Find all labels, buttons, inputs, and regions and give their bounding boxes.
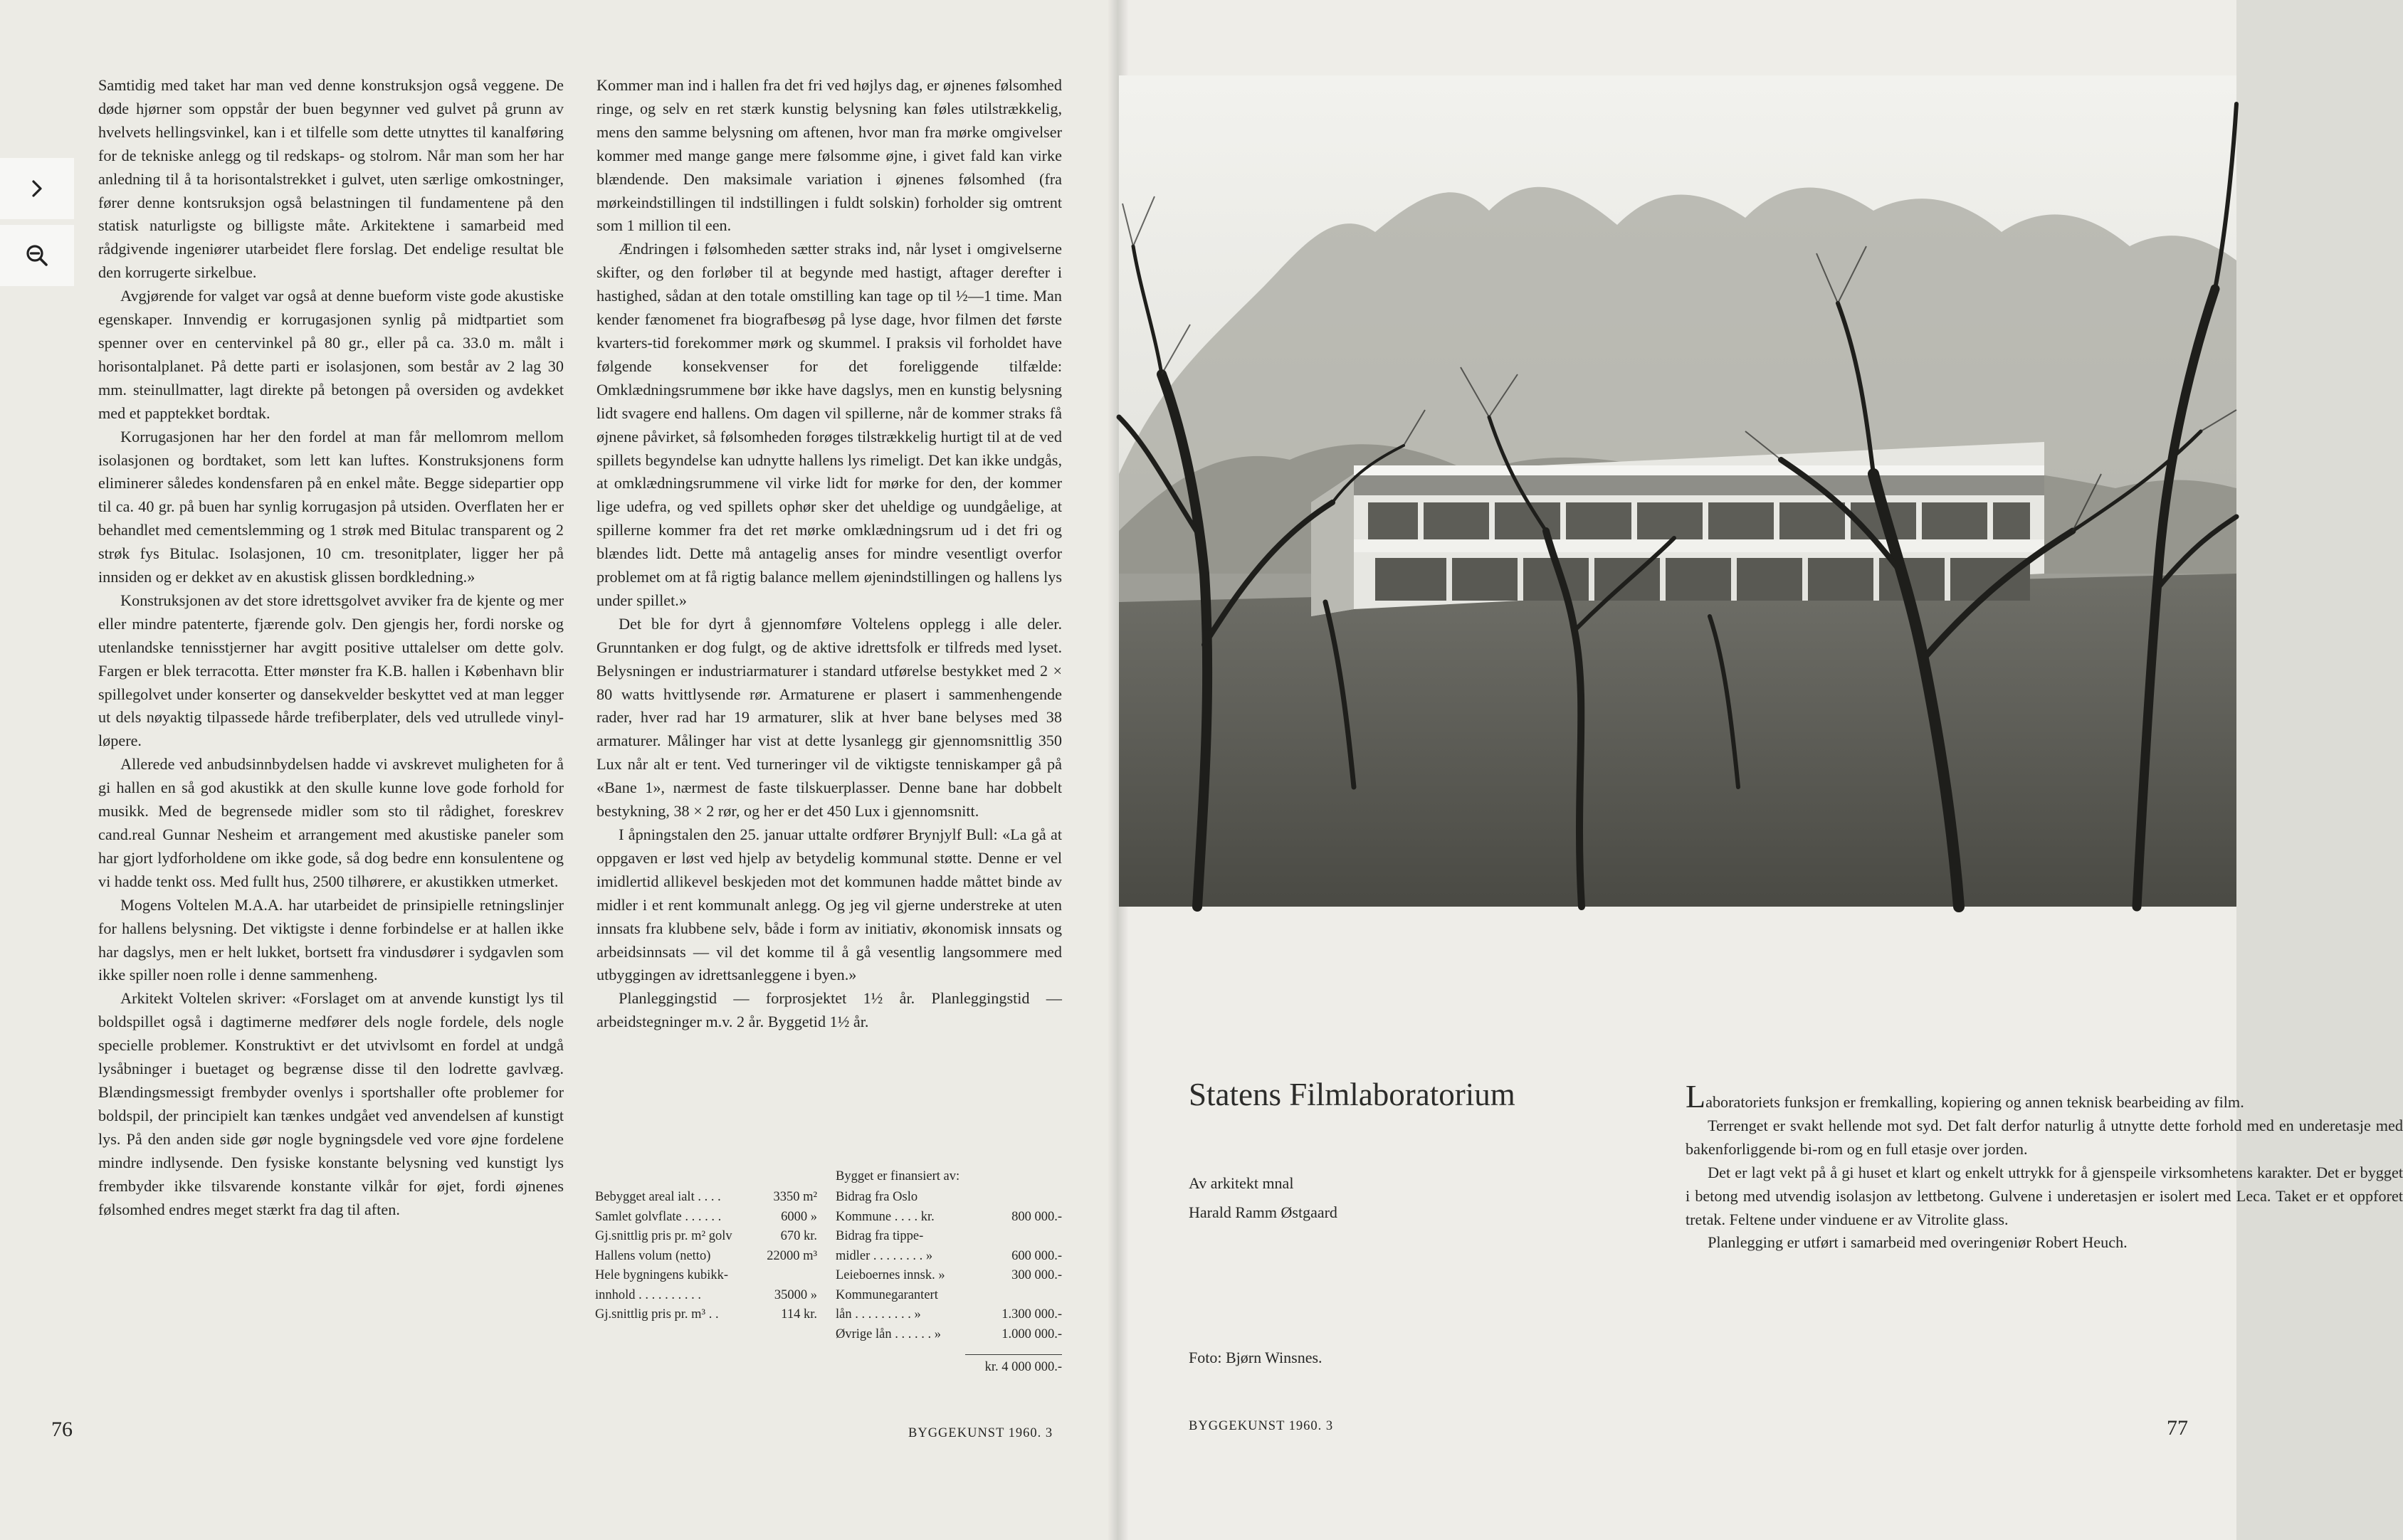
paragraph: I åpningstalen den 25. januar uttalte ordfører Brynjylf Bull: «La gå at oppgaven er løst ved hjelp av betydelig kommunal støtte. Denne er vel imidlertid allikevel beskjeden mot det kommunen hadde måttet binde av midler i et rent kommunalt anlegg. Og jeg vil gjerne understreke at uten innsats fra klubbene selv, både i form av initiativ, økonomisk innsats og arbeidsinnsats — vil det komme til å gå vesentlig langsommere med utbyggingen av idrettsanleggene i byen.»	[596, 826, 1062, 984]
paragraph: Planlegging er utført i samarbeid med overingeniør Robert Heuch.	[1708, 1233, 2128, 1252]
byline-line-2: Harald Ramm Østgaard	[1189, 1203, 1337, 1221]
next-page-button[interactable]	[0, 158, 74, 219]
facts-left-value: 3350 m²	[773, 1190, 817, 1204]
byline	[1189, 1169, 1337, 1227]
facts-rows	[595, 1188, 1062, 1344]
left-column-1	[98, 74, 564, 1221]
facts-row	[595, 1208, 1062, 1228]
facts-left-label: Bebygget areal ialt . . . .	[595, 1190, 721, 1204]
financing-total: kr. 4 000 000.-	[984, 1360, 1062, 1374]
facts-row	[595, 1266, 1062, 1286]
article-title: Statens Filmlaboratorium	[1189, 1077, 1515, 1112]
paragraph: Samtidig med taket har man ved denne konstruksjon også veggene. De døde hjørner som oppstår der buen begynner ved gulvet på grunn av hvelvets hellingsvinkel, kan i et tilfelle som dette utnyttes til kanalføring for de tekniske anlegg og til redskaps- og stolrom. Når man som her har anledning til å ta horisontalstrekket i gulvet, uten særlige omkostninger, fører denne kontsruksjon også belastningen til fundamentene på den statisk naturligste og billigste måte. Arkitektene i samarbeid med rådgivende ingeniører utarbeidet flere forslag. Det endelige resultat ble den korrugerte sirkelbue.	[98, 76, 564, 282]
paragraph: Konstruksjonen av det store idrettsgolvet avviker fra de kjente og mer eller mindre patenterte, fjærende golv. Den gjengis her, fordi norske og utenlandske tennisstjerner har avgitt positive uttalelser om dette golv. Fargen er blek terracotta. Etter mønster fra K.B. hallen i København blir spillegolvet under konserter og dansekvelder beskyttet ved at man legger ut dels nøyaktig tilpassede hårde trefiberplater, dels ved utrullede vinyl-løpere.	[98, 591, 564, 750]
facts-left-label: Gj.snittlig pris pr. m³ . .	[595, 1307, 719, 1322]
paragraph-first-text: aboratoriets funksjon er fremkalling, kopiering og annen teknisk bearbeiding av film.	[1705, 1093, 2244, 1111]
facts-right-label: Leieboernes innsk. »	[836, 1268, 945, 1282]
running-footer-left: BYGGEKUNST 1960. 3	[908, 1426, 1053, 1440]
page-number-left: 76	[51, 1418, 73, 1441]
paragraph: Ændringen i følsomheden sætter straks ind, når lyset i omgivelserne skifter, og den forløber til at begynde med hastigt, aftager derefter i hastighed, sådan at den totale omstilling kan tage op til ½—1 time. Man kender fænomenet fra biografbesøg på lyse dage, hvor filmen det første kvarters-tid forekommer mørk og skummel. I praksis vil forholdet have følgende konsekvenser for det foreliggende tilfælde: Omklædningsrummene bør ikke have dagslys, men en kunstig belysning lidt svagere end hallens. Om dagen vil spillerne, når de kommer straks få øjnene påvirket, så følsomheden forøges tilstrækkelig hurtigt til at de ved spillets begyndelse kan udnytte hallens lys rimeligt. Det kan ikke undgås, at omklædningsrummene vil virke lidt for mørke for den, der kommer lige udefra, og ved spillets ophør sker det uheldige og uundgåelige, at spillerne kommer fra det ret mørke omklædningsrum ud i det fri og blændes lidt. Dette må antagelig anses for mindre vesentligt overfor problemet om at få rigtig balance mellem øjenindstillingen og hallens lys under spillet.»	[596, 240, 1062, 609]
facts-row	[595, 1227, 1062, 1247]
byline-line-1: Av arkitekt mnal	[1189, 1174, 1294, 1192]
paragraph	[1686, 1078, 2403, 1114]
facts-row	[595, 1286, 1062, 1306]
paragraph: Terrenget er svakt hellende mot syd. Det falt derfor naturlig å utnytte dette forhold med en underetasje med bakenforliggende bi-rom og en full etasje over jorden.	[1686, 1116, 2403, 1158]
facts-right-label: midler . . . . . . . . »	[836, 1248, 933, 1263]
paragraph: Kommer man ind i hallen fra det fri ved højlys dag, er øjnenes følsomhed ringe, og selv en ret stærk kunstig belysning kan føles utilstrækkelig, mens den samme belysning om aftenen, hvor man fra mørke omgivelser kommer med mange gange mere følsomme øjne, i givet fald kan virke blændende. Den maksimale variation i øjnenes følsomhed (fra mørkeindstillingen til indstillingen i fuldt solskin) forholder sig omtrent som 1 million til een.	[596, 76, 1062, 235]
building-drawing	[1311, 442, 2044, 616]
facts-left-label: Gj.snittlig pris pr. m² golv	[595, 1229, 732, 1243]
zoom-out-button[interactable]	[0, 225, 74, 286]
facts-right-value: 1.300 000.-	[1001, 1307, 1062, 1322]
facts-left-label: innhold . . . . . . . . . .	[595, 1287, 702, 1302]
facts-left-value: 35000 »	[774, 1287, 817, 1302]
facts-right-value: 1.000 000.-	[1001, 1327, 1062, 1341]
facts-right-label: Kommune . . . . kr.	[836, 1209, 935, 1224]
facts-left-label: Hele bygningens kubikk-	[595, 1268, 729, 1282]
facts-right-label: Kommunegarantert	[836, 1287, 938, 1302]
right-column	[1686, 1078, 2403, 1255]
left-column-2	[596, 74, 1062, 1034]
facts-left-value: 670 kr.	[780, 1229, 817, 1243]
facts-right-value: 800 000.-	[1011, 1209, 1062, 1224]
paragraph: Det er lagt vekt på å gi huset et klart og enkelt uttrykk for å gjenspeile virksomhetens karakter. Det er bygget i betong med utvendig isolasjon av lettbetong. Gulvene i underetasjen er isolert med Leca. Taket er et oppforet tretak. Feltene under vinduene er av Vitrolite glass.	[1686, 1163, 2403, 1228]
chevron-right-icon	[23, 174, 51, 203]
facts-left-label: Hallens volum (netto)	[595, 1248, 711, 1263]
facts-right-label: Bidrag fra tippe-	[836, 1229, 924, 1243]
facts-row	[595, 1305, 1062, 1325]
facts-left-value: 114 kr.	[781, 1307, 817, 1322]
facts-row	[595, 1325, 1062, 1345]
facts-left-value: 6000 »	[781, 1209, 817, 1224]
facts-left-label: Samlet golvflate . . . . . .	[595, 1209, 722, 1224]
facts-right-label: lån . . . . . . . . . »	[836, 1307, 921, 1322]
paragraph: Mogens Voltelen M.A.A. har utarbeidet de prinsipielle retningslinjer for hallens belysning. Det viktigste i denne forbindelse er at hallen ikke har dagslys, men er helt lukket, bortsett fra vindusdører i sydgavlen som ikke spiller noen rolle i denne sammenheng.	[98, 895, 564, 984]
drop-cap: L	[1686, 1078, 1706, 1114]
paragraph: Korrugasjonen har her den fordel at man får mellomrom mellom isolasjonen og bordtaket, som lett kan luftes. Konstruksjonens form eliminerer således kondensfaren på en enkel måte. Begge sidepartier opp til ca. 40 gr. på buen har synlig korrugasjon på utsiden. Overflaten her er behandlet med cementslemming og 1 strøk med Bitulac transparent og 2 strøk fys Bitulac. Isolasjonen, 10 cm. tresonitplater, ligger her på innsiden og er dekket av en akustisk glissen bordkledning.»	[98, 427, 564, 586]
facts-right-label: Øvrige lån . . . . . . »	[836, 1327, 941, 1341]
facts-right-value: 600 000.-	[1011, 1248, 1062, 1263]
paragraph: Avgjørende for valget var også at denne bueform viste gode akustiske egenskaper. Innvendig er korrugasjonen synlig på midtpartiet som spenner over en centervinkel på 80 gr., eller på ca. 33.0 m. målt i horisontalplanet. På dette parti er isolasjonen, som består av 2 lag 30 mm. steinullmatter, lagt direkte på betongen på oversiden og avdekket med et papptekket bordtak.	[98, 287, 564, 422]
building-photo	[1119, 75, 2236, 907]
facts-right-label: Bidrag fra Oslo	[836, 1190, 918, 1204]
facts-right-value: 300 000.-	[1011, 1268, 1062, 1282]
photo-credit: Foto: Bjørn Winsnes.	[1189, 1349, 1323, 1366]
paragraph: Arkitekt Voltelen skriver: «Forslaget om at anvende kunstigt lys til boldspillet også i dagtimerne medfører dels nogle fordele, dels nogle specielle problemer. Konstruktivt er det utvivlsomt en fordel at undgå lysåbninger i buetaget og begrænse disse til den lodrette gavlvæg. Blændingsmessigt frembyder ovenlys i sportshaller ofte problemer for boldspil, der principielt kan tænkes undgået ved anvendelsen af kunstigt lys. På den anden side gør nogle bygningsdele ved vore øjne fordelene mindre indlysende. Den fysiske konstante belysning ved kunstigt lys frembyder ikke tilsvarende konstante vilkår for øjet, fordi øjnenes følsomhed endres meget stærkt fra dag til aften.	[98, 989, 564, 1218]
total-rule	[965, 1354, 1062, 1355]
facts-row	[595, 1188, 1062, 1208]
zoom-out-icon	[23, 241, 51, 270]
paragraph: Allerede ved anbudsinnbydelsen hadde vi avskrevet muligheten for å gi hallen en så god akustikk at den skulle kunne love gode forhold for musikk. Med de begrensede midler som sto til rådighet, foreskrev cand.real Gunnar Nesheim et arrangement med akustiske paneler som har gjort lydforholdene om ikke gode, så dog bedre enn konsulentene og vi hadde tenkt oss. Med fullt hus, 2500 tilhørere, er akustikken utmerket.	[98, 755, 564, 890]
paragraph: Det ble for dyrt å gjennomføre Voltelens opplegg i alle deler. Grunntanken er dog fulgt, og de aktive idrettsfolk er tilfreds med lyset. Belysningen er industriarmaturer i standard utførelse bestykket med 2 × 80 watts hvittlysende rør. Armaturene er plasert i sammenhengende rader, hver rad har 19 armaturer, slik at hver bane belyses med 38 armaturer. Målinger har vist at dette lysanlegg gir gjennomsnittlig 350 Lux når alt er tent. Ved turneringer vil de viktigste tenniskamper gå på «Bane 1», nærmest de faste tilskuerplasser. Denne bane har dobbelt bestykning, 38 × 2 rør, og her er det 450 Lux i gjennomsnitt.	[596, 614, 1062, 821]
facts-row	[595, 1247, 1062, 1267]
running-header-right: BYGGEKUNST 1960. 3	[1189, 1419, 1334, 1433]
page-number-right: 77	[2167, 1416, 2188, 1440]
financing-header: Bygget er finansiert av:	[836, 1169, 960, 1183]
facts-left-value: 22000 m³	[767, 1248, 817, 1263]
paragraph: Planleggingstid — forprosjektet 1½ år. Planleggingstid — arbeidstegninger m.v. 2 år. Byggetid 1½ år.	[596, 989, 1062, 1031]
building-photo-illustration	[1119, 75, 2236, 907]
